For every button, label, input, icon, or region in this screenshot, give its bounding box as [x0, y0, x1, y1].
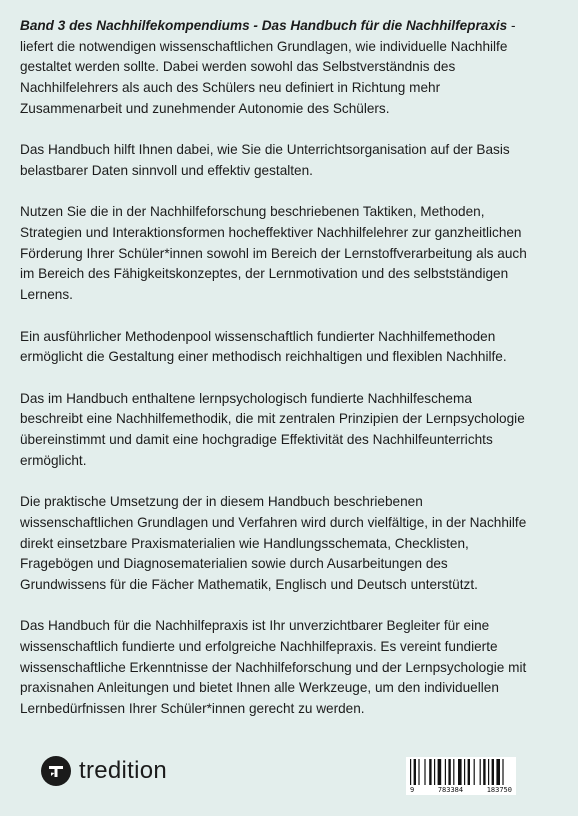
barcode-bar [453, 759, 454, 785]
barcode-bar [429, 759, 431, 785]
barcode-bar [464, 759, 465, 785]
barcode-bar [410, 759, 411, 785]
isbn-digits-right: 183750 [486, 786, 512, 794]
intro-text: - liefert die notwendigen wissenschaftlichen Grundlagen, wie individuelle Nachhilfe gestaltet werden sollte. Dabei werden sowohl das Selbstverständnis des Nachhilfelehrers als auch des Schülers neu definiert in Richtung mehr Zusammenarbeit und zunehmender Autonomie des Schülers. [20, 18, 516, 116]
barcode-bar [502, 759, 503, 785]
publisher-logo [41, 756, 167, 786]
barcode-bar [492, 759, 494, 785]
barcode-bar [414, 759, 416, 785]
barcode-bar [458, 759, 462, 785]
barcode-bar [424, 759, 425, 785]
paragraph: Ein ausführlicher Methodenpool wissenschaftlich fundierter Nachhilfemethoden ermöglicht die Gestaltung einer methodisch reichhaltigen und flexiblen Nachhilfe. [20, 328, 507, 365]
intro-paragraph [20, 16, 535, 120]
tredition-logo-icon [41, 756, 71, 786]
isbn-digit-prefix: 9 [410, 786, 415, 794]
isbn-barcode [406, 757, 516, 795]
paragraph: Die praktische Umsetzung der in diesem Handbuch beschriebenen wissenschaftlichen Grundlagen und Verfahren wird durch vielfältige, in der Nachhilfe direkt einsetzbare Praxismaterialien wie Handlungsschemata, Checklisten, Fragebögen und Diagnosematerialien sowie durch Ausarbeitungen des Grundwissens für die Fächer Mathematik, Englisch und Deutsch unterstützt. [20, 494, 527, 592]
paragraph: Das Handbuch für die Nachhilfepraxis ist Ihr unverzichtbarer Begleiter für eine wissenschaftlich fundierte und erfolgreiche Nachhilfepraxis. Es vereint fundierte wissenschaftliche Erkenntnisse der Nachhilfeforschung und der Lernpsychologie mit praxisnahen Anleitungen und bietet Ihnen alle Werkzeuge, um den individuellen Lernbedürfnissen Ihrer Schüler*innen gerecht zu werden. [20, 618, 527, 717]
isbn-digits-left: 783384 [437, 786, 464, 794]
barcode-bar [488, 759, 489, 785]
barcode-bar [468, 759, 470, 785]
paragraph: Nutzen Sie die in der Nachhilfeforschung beschriebenen Taktiken, Methoden, Strategien und Interaktionsformen hocheffektiver Nachhilfelehrer zur ganzheitlichen Förderung Ihrer Schüler*innen sowohl im Bereich der Lernstoffverarbeitung als auch im Bereich des Fähigkeitskonzeptes, der Lernmotivation und des selbstständigen Lernens. [20, 204, 527, 303]
barcode-bar [438, 759, 442, 785]
barcode-bar [483, 759, 485, 785]
isbn-digits [406, 786, 516, 794]
paragraph: Das Handbuch hilft Ihnen dabei, wie Sie die Unterrichtsorganisation auf der Basis belastbarer Daten sinnvoll und effektiv gestalten. [20, 142, 510, 178]
back-cover-blurb [20, 16, 535, 741]
barcode-bar [480, 759, 481, 785]
barcode-bar [474, 759, 475, 785]
barcode-bar [445, 759, 446, 785]
barcode-bar [434, 759, 435, 785]
publisher-name: tredition [79, 757, 168, 784]
book-title: Band 3 des Nachhilfekompendiums - Das Handbuch für die Nachhilfepraxis [20, 18, 508, 33]
barcode-bar [418, 759, 419, 785]
barcode-bar [448, 759, 450, 785]
barcode-bar [496, 759, 500, 785]
paragraph: Das im Handbuch enthaltene lernpsychologisch fundierte Nachhilfeschema beschreibt eine Nachhilfemethodik, die mit zentralen Prinzipien der Lernpsychologie übereinstimmt und damit eine hochgradige Effektivität des Nachhilfeunterrichts ermöglicht. [20, 390, 525, 468]
